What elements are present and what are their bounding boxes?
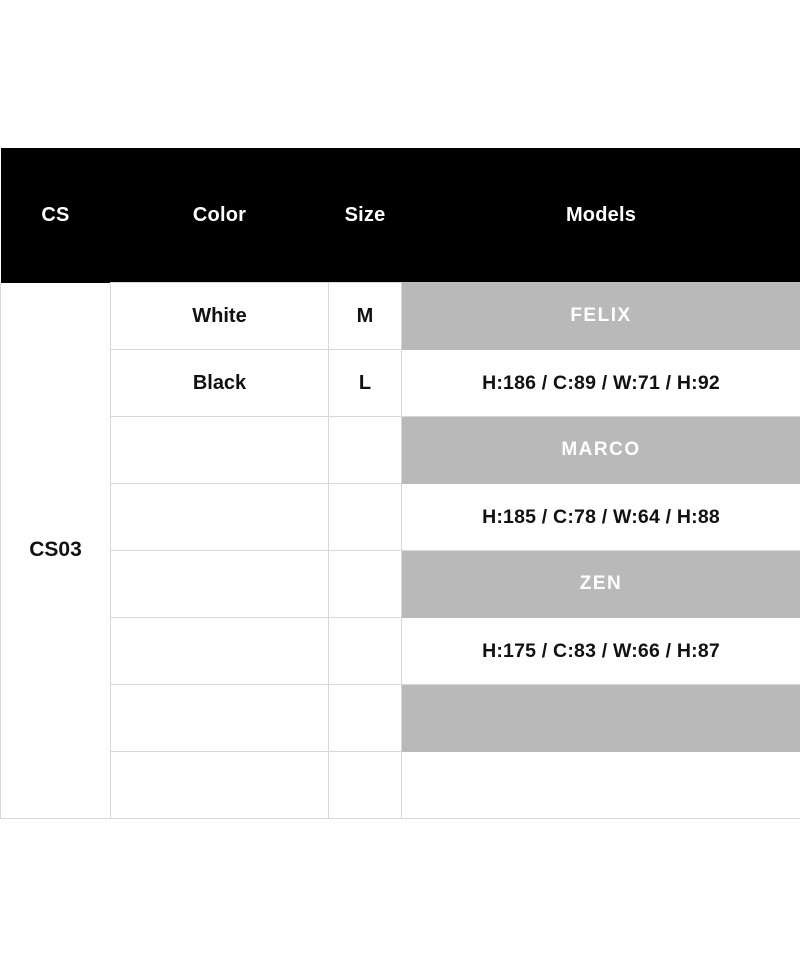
- color-cell: [111, 484, 329, 551]
- color-cell: Black: [111, 350, 329, 417]
- color-cell: [111, 618, 329, 685]
- table-row: [1, 283, 800, 350]
- column-header-models: Models: [402, 148, 800, 283]
- model-name-cell: ZEN: [402, 551, 800, 618]
- model-measurements-cell: H:175 / C:83 / W:66 / H:87: [402, 618, 800, 685]
- model-measurements-cell: H:185 / C:78 / W:64 / H:88: [402, 484, 800, 551]
- color-cell: [111, 752, 329, 819]
- table-row: [1, 685, 800, 752]
- model-name-cell: MARCO: [402, 417, 800, 484]
- cs-code-cell: CS03: [1, 283, 111, 819]
- size-cell: [329, 752, 402, 819]
- table-row: [1, 618, 800, 685]
- column-header-size: Size: [329, 148, 402, 283]
- column-header-cs: CS: [1, 148, 111, 283]
- table-row: [1, 752, 800, 819]
- size-cell: L: [329, 350, 402, 417]
- color-cell: White: [111, 283, 329, 350]
- size-cell: [329, 484, 402, 551]
- model-name-cell: [402, 685, 800, 752]
- model-measurements-cell: [402, 752, 800, 819]
- size-cell: [329, 618, 402, 685]
- table-row: [1, 417, 800, 484]
- size-chart-sheet: [0, 148, 800, 819]
- size-chart-table: [0, 148, 800, 819]
- model-measurements-cell: H:186 / C:89 / W:71 / H:92: [402, 350, 800, 417]
- size-cell: [329, 417, 402, 484]
- table-row: [1, 484, 800, 551]
- table-body: [1, 283, 800, 819]
- size-cell: [329, 685, 402, 752]
- table-header: [1, 148, 800, 283]
- header-row: [1, 148, 800, 283]
- column-header-color: Color: [111, 148, 329, 283]
- color-cell: [111, 551, 329, 618]
- table-row: [1, 551, 800, 618]
- model-name-cell: FELIX: [402, 283, 800, 350]
- color-cell: [111, 417, 329, 484]
- size-cell: [329, 551, 402, 618]
- color-cell: [111, 685, 329, 752]
- table-row: [1, 350, 800, 417]
- size-cell: M: [329, 283, 402, 350]
